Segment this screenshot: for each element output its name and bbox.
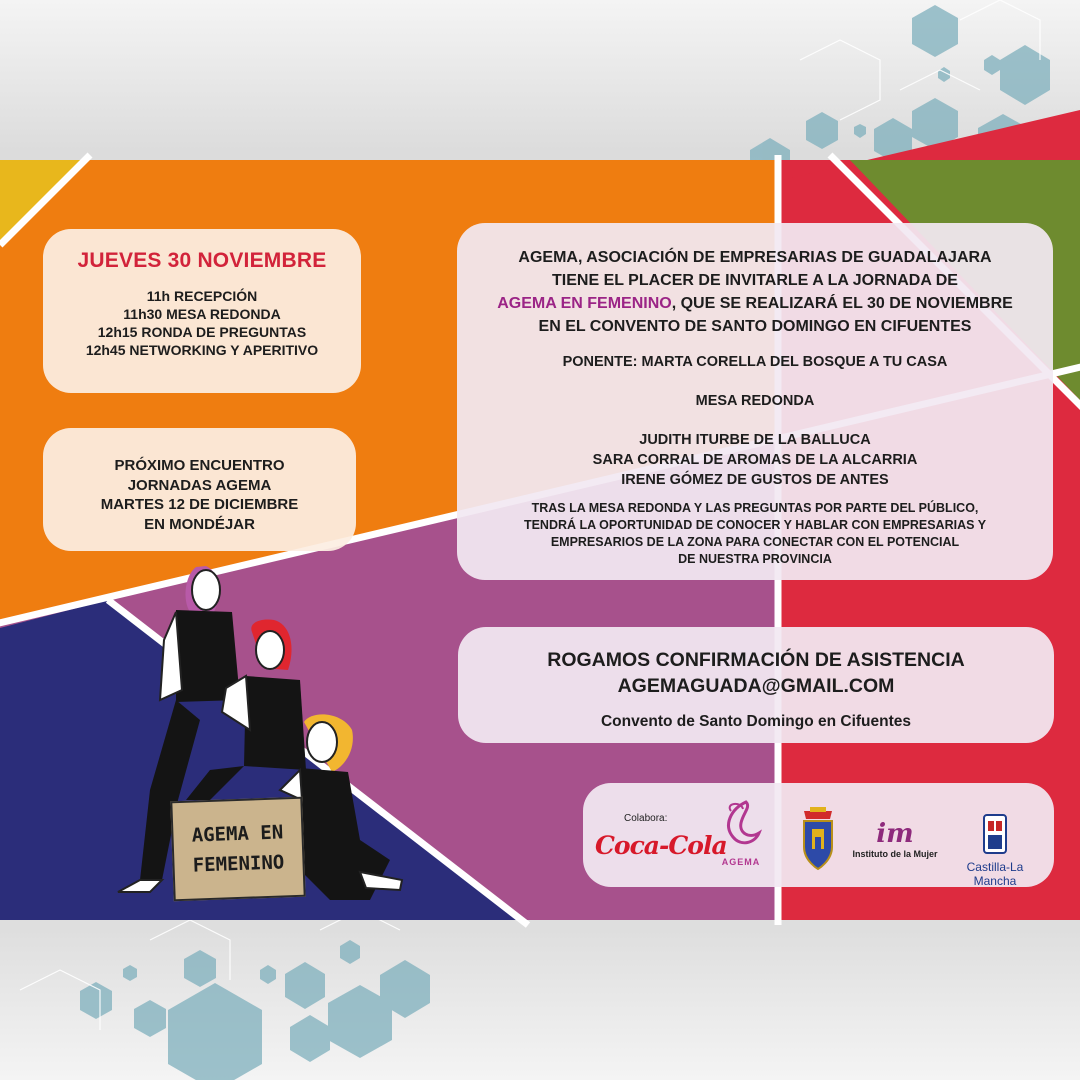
next-meeting-line: EN MONDÉJAR xyxy=(144,515,255,533)
speaker: PONENTE: MARTA CORELLA DEL BOSQUE A TU CASA xyxy=(562,354,948,370)
closing-line: DE NUESTRA PROVINCIA xyxy=(678,552,832,566)
rsvp-request: ROGAMOS CONFIRMACIÓN DE ASISTENCIA xyxy=(547,649,965,671)
sign-line: FEMENINO xyxy=(192,851,285,877)
agema-logo xyxy=(711,797,771,877)
panelist: IRENE GÓMEZ DE GUSTOS DE ANTES xyxy=(621,472,889,488)
event-name-highlight: AGEMA EN FEMENINO xyxy=(497,295,672,312)
hexagon-decoration xyxy=(80,940,430,1080)
panelist: JUDITH ITURBE DE LA BALLUCA xyxy=(639,432,871,448)
sponsor-label: Colabora: xyxy=(624,813,668,824)
castilla-la-mancha-logo xyxy=(945,811,1045,888)
invitation-line xyxy=(457,292,1053,315)
schedule-card xyxy=(43,229,361,393)
coat-of-arms-icon xyxy=(798,807,838,878)
sign-line: AGEMA EN xyxy=(191,821,284,847)
next-meeting-card xyxy=(43,428,356,551)
agema-logo-text: AGEMA xyxy=(721,857,761,867)
panelist: SARA CORRAL DE AROMAS DE LA ALCARRIA xyxy=(592,452,918,468)
closing-line: EMPRESARIOS DE LA ZONA PARA CONECTAR CON EL POTENCIAL xyxy=(550,535,960,549)
cocacola-logo: Coca-Cola xyxy=(595,831,727,860)
closing-line: TRAS LA MESA REDONDA Y LAS PREGUNTAS POR PARTE DEL PÚBLICO, xyxy=(531,501,979,515)
panel-title: MESA REDONDA xyxy=(695,393,815,409)
schedule-item: 12h15 RONDA DE PREGUNTAS xyxy=(97,324,307,340)
schedule-item: 12h45 NETWORKING Y APERITIVO xyxy=(85,342,319,358)
sponsors-card xyxy=(583,783,1054,887)
next-meeting-line: MARTES 12 DE DICIEMBRE xyxy=(100,496,299,513)
next-meeting-line: JORNADAS AGEMA xyxy=(127,476,272,494)
agema-emblem-icon xyxy=(711,797,771,857)
invitation-line: TIENE EL PLACER DE INVITARLE A LA JORNADA DE xyxy=(552,272,958,289)
instituto-mujer-logo xyxy=(845,821,945,859)
invitation-line: AGEMA, ASOCIACIÓN DE EMPRESARIAS DE GUADALAJARA xyxy=(518,249,992,266)
castle-icon xyxy=(945,811,1045,857)
agema-en-femenino-sign xyxy=(170,797,305,902)
rsvp-card xyxy=(458,627,1054,743)
schedule-item: 11h RECEPCIÓN xyxy=(146,288,258,304)
invitation-line-rest: , QUE SE REALIZARÁ EL 30 DE NOVIEMBRE xyxy=(671,295,1013,312)
venue: Convento de Santo Domingo en Cifuentes xyxy=(600,713,911,730)
event-date: JUEVES 30 NOVIEMBRE xyxy=(77,249,327,272)
schedule-item: 11h30 MESA REDONDA xyxy=(123,306,281,322)
invitation-card xyxy=(457,223,1053,580)
instituto-mark: im xyxy=(876,819,914,849)
instituto-text: Instituto de la Mujer xyxy=(852,849,938,859)
next-meeting-line: PRÓXIMO ENCUENTRO xyxy=(114,457,285,474)
clm-text: Castilla-La Mancha xyxy=(966,860,1024,888)
invitation-line: EN EL CONVENTO DE SANTO DOMINGO EN CIFUENTES xyxy=(538,318,972,335)
rsvp-email[interactable]: AGEMAGUADA@GMAIL.COM xyxy=(617,675,895,697)
closing-line: TENDRÁ LA OPORTUNIDAD DE CONOCER Y HABLAR CON EMPRESARIAS Y xyxy=(523,518,987,532)
